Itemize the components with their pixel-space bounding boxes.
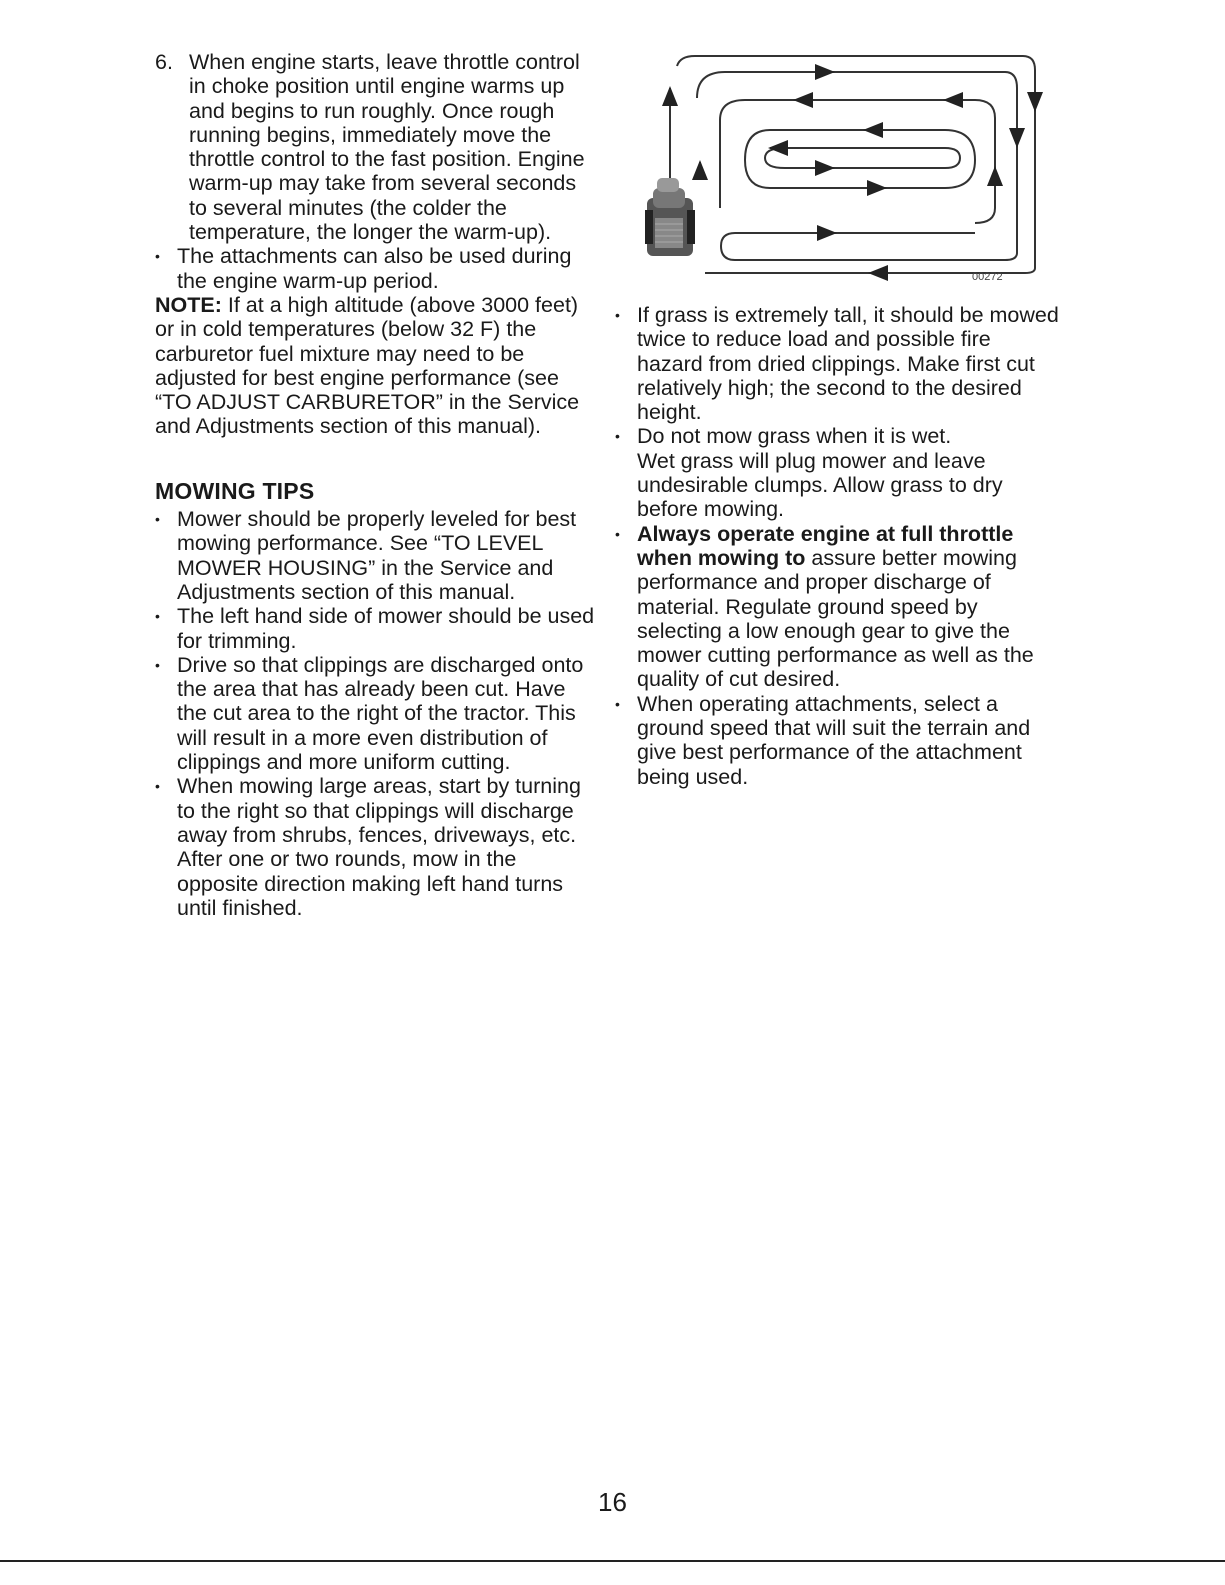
tip-text: When operating attachments, select a ground speed that will suit the terrain and give best performance of the attachment being used. [637, 691, 1031, 789]
step-6 [155, 50, 595, 244]
bullet-icon [155, 653, 177, 774]
figure-code: 00272 [972, 271, 1003, 283]
left-column [155, 50, 595, 920]
tip-text: If grass is extremely tall, it should be mowed twice to reduce load and possible fire hazard from dried clippings. Make first cut relatively high; the second to the desired height. [637, 303, 1059, 425]
tip-item [155, 604, 595, 653]
tip-item [615, 424, 1060, 521]
tip-item [615, 522, 1060, 692]
bullet-text: The attachments can also be used during the engine warm-up period. [177, 244, 572, 293]
bullet-icon [615, 303, 637, 424]
bullet-icon [615, 692, 637, 789]
inner-path [745, 130, 975, 188]
section-heading: MOWING TIPS [155, 477, 315, 504]
wet-grass-line-1: Do not mow grass when it is wet. [637, 424, 952, 449]
step-number: 6. [155, 50, 173, 74]
mowing-pattern-diagram [645, 48, 1045, 286]
tip-item [615, 692, 1060, 789]
throttle-bold-text: Always operate engine at full throttle when mowing to [637, 521, 1014, 570]
tip-item [155, 653, 595, 774]
inner-loop [765, 148, 960, 168]
page-divider [0, 1560, 1225, 1562]
note-text: If at a high altitude (above 3000 feet) or in cold temperatures (below 32 F) the carburetor fuel mixture may need to be adjusted for best engine performance (see “TO ADJUST CARBURETOR” in the Service and Adjustments section of this manual). [155, 292, 580, 439]
tip-text [637, 424, 1060, 521]
tip-text [637, 522, 1060, 692]
bullet-icon [615, 522, 637, 692]
throttle-text: assure better mowing performance and proper discharge of material. Regulate ground speed by selecting a low enough gear to give the mower cutting performance as well as the quality of cut desired. [637, 545, 1034, 692]
right-column [615, 303, 1060, 789]
third-path [720, 100, 995, 223]
tip-item [155, 774, 595, 920]
tip-item [615, 303, 1060, 424]
tip-text: Drive so that clippings are discharged onto the area that has already been cut. Have the cut area to the right of the tractor. This will result in a more even distribution of clippings and more uniform cutting. [177, 652, 584, 775]
tractor-icon [645, 178, 695, 256]
tip-text: The left hand side of mower should be used for trimming. [177, 604, 595, 653]
bullet-icon [155, 507, 177, 604]
page-number: 16 [598, 1487, 627, 1517]
tip-text: When mowing large areas, start by turning to the right so that clippings will discharge away from shrubs, fences, driveways, etc. After one or two rounds, mow in the opposite direction making left hand turns until finished. [177, 774, 581, 920]
tip-item [155, 507, 595, 604]
step-6-text: When engine starts, leave throttle control in choke position until engine warms up and begins to run roughly. Once rough running begins, immediately move the throttle control to the fast position. Engine warm-up may take from several seconds to several minutes (the colder the temperature, the longer the warm-up). [189, 50, 585, 245]
bullet-icon [615, 424, 637, 521]
note-paragraph [155, 293, 595, 439]
bullet-attachments-warmup [155, 244, 595, 293]
bullet-icon [155, 604, 177, 653]
outer-path [677, 56, 1035, 273]
bullet-icon [155, 244, 177, 293]
bullet-icon [155, 774, 177, 920]
note-label: NOTE: [155, 292, 222, 317]
wet-grass-line-2: Wet grass will plug mower and leave undesirable clumps. Allow grass to dry before mowing. [637, 448, 1003, 522]
tip-text: Mower should be properly leveled for best mowing performance. See “TO LEVEL MOWER HOUSING” in the Service and Adjustments section of this manual. [177, 507, 577, 604]
